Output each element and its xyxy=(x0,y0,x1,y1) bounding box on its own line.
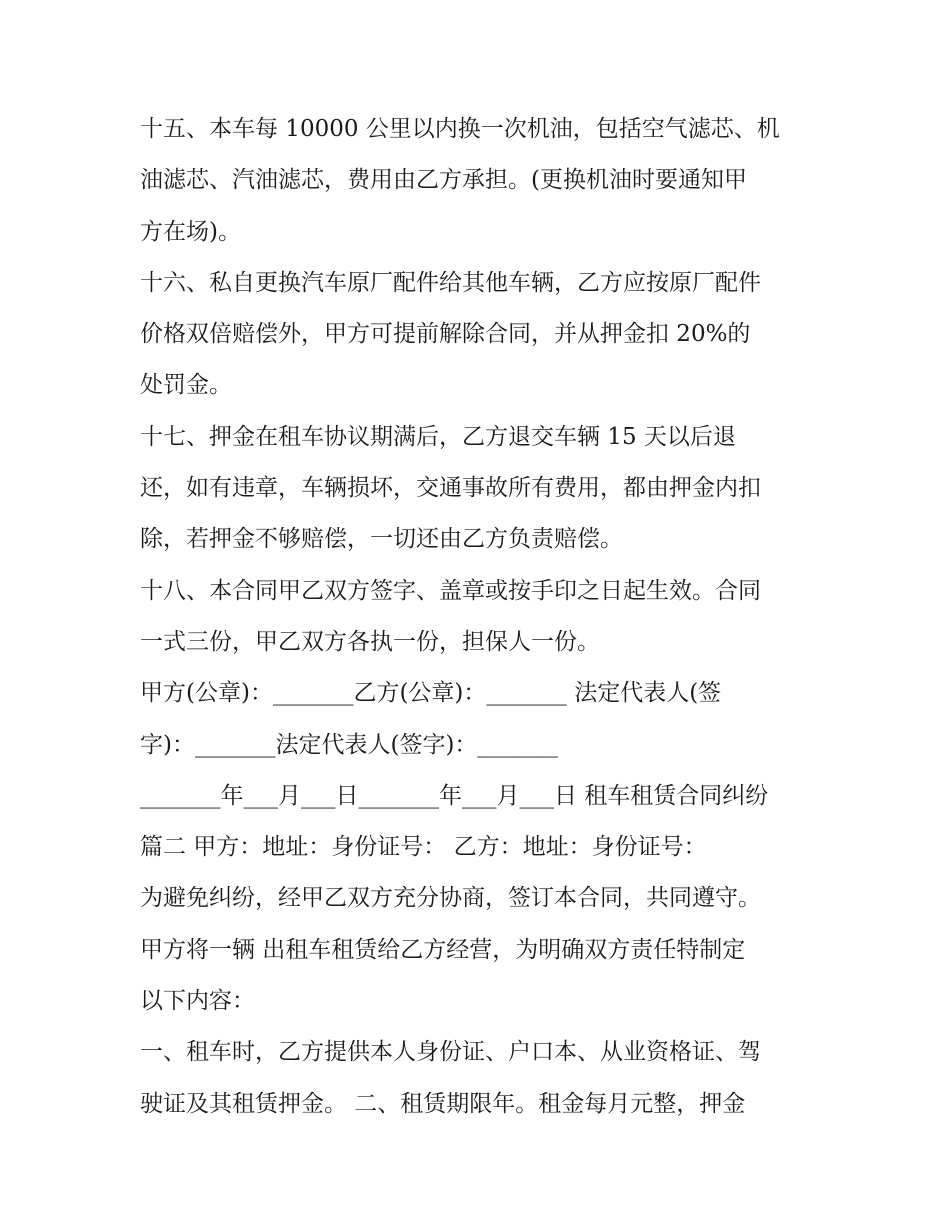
text-line: 十六、私自更换汽车原厂配件给其他车辆，乙方应按原厂配件 xyxy=(140,269,761,296)
signature-line: 字)：_______法定代表人(签字)：_______ xyxy=(140,731,558,758)
text-line: 处罚金。 xyxy=(140,372,232,399)
text-line: 方在场)。 xyxy=(140,218,241,245)
text-line: 甲方将一辆 出租车租赁给乙方经营，为明确双方责任特制定 xyxy=(140,936,746,963)
text-line: 为避免纠纷，经甲乙双方充分协商，签订本合同，共同遵守。 xyxy=(140,885,761,912)
text-line: 油滤芯、汽油滤芯，费用由乙方承担。(更换机油时要通知甲 xyxy=(140,167,747,194)
contract-body-text xyxy=(140,104,820,1130)
text-line: 除，若押金不够赔偿，一切还由乙方负责赔偿。 xyxy=(140,526,623,553)
text-line: 还，如有违章，车辆损坏，交通事故所有费用，都由押金内扣 xyxy=(140,475,761,502)
text-line: 驶证及其租赁押金。 二、租赁期限年。租金每月元整，押金 xyxy=(140,1090,746,1117)
text-line: 价格双倍赔偿外，甲方可提前解除合同，并从押金扣 20%的 xyxy=(140,321,751,348)
text-line: 以下内容： xyxy=(140,988,255,1015)
text-line: 十七、押金在租车协议期满后，乙方退交车辆 15 天以后退 xyxy=(140,423,736,450)
text-line: 篇二 甲方：地址：身份证号： 乙方：地址：身份证号： xyxy=(140,834,707,861)
text-line: 十八、本合同甲乙双方签字、盖章或按手印之日起生效。合同 xyxy=(140,577,761,604)
text-line: 十五、本车每 10000 公里以内换一次机油，包括空气滤芯、机 xyxy=(140,116,780,142)
text-line: 一式三份，甲乙双方各执一份，担保人一份。 xyxy=(140,628,600,655)
signature-line: 甲方(公章)：_______乙方(公章)：_______ 法定代表人(签 xyxy=(140,680,722,707)
date-line: _______年___月___日_______年___月___日 租车租赁合同纠纷 xyxy=(140,782,769,809)
text-line: 一、租车时，乙方提供本人身份证、户口本、从业资格证、驾 xyxy=(140,1039,761,1066)
